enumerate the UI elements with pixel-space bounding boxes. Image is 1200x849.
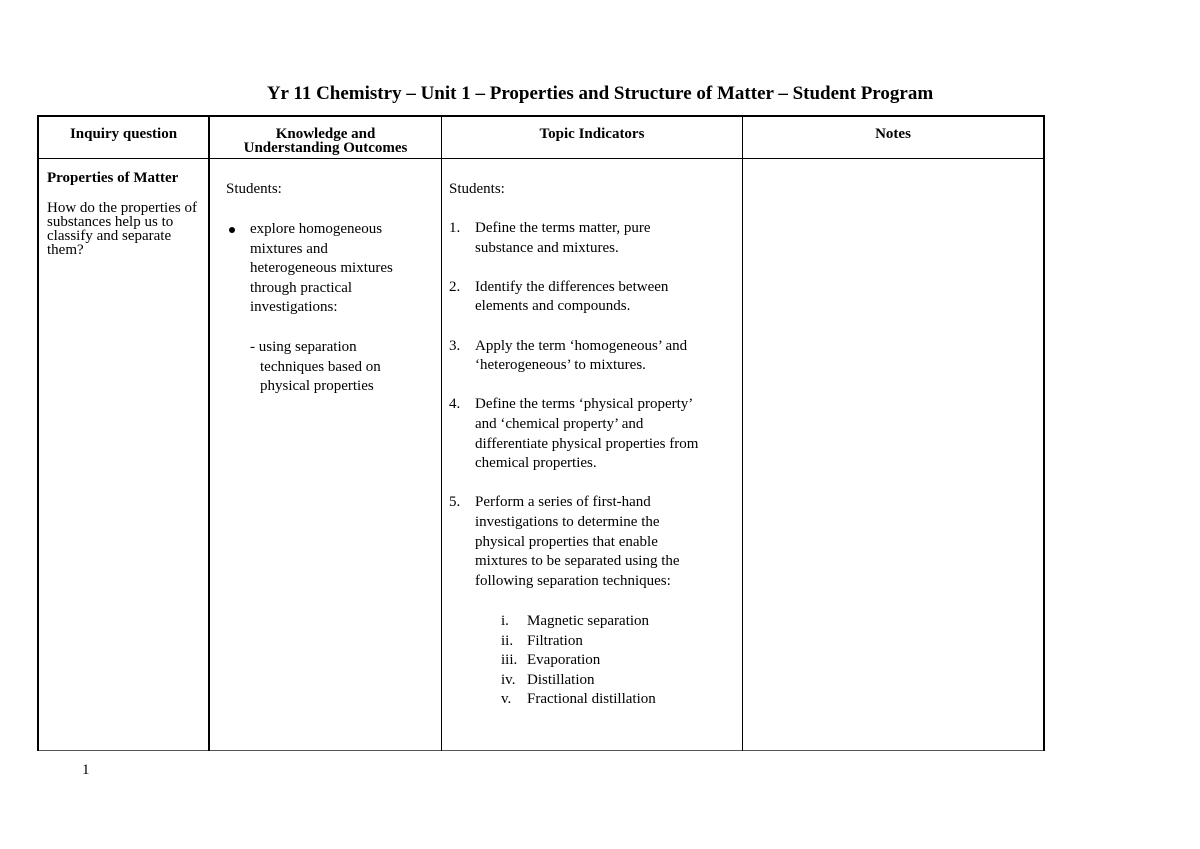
topic-item-1 bbox=[449, 219, 741, 258]
topic-item-line: mixtures to be separated using the bbox=[475, 553, 680, 570]
topic-item-line: Apply the term ‘homogeneous’ and bbox=[475, 337, 688, 354]
knowledge-bullet-item bbox=[226, 220, 438, 318]
header-divider bbox=[37, 158, 1045, 159]
topic-item-line: differentiate physical properties from bbox=[475, 435, 699, 452]
knowledge-bullet-line: through practical bbox=[250, 279, 353, 296]
inquiry-heading: Properties of Matter bbox=[47, 170, 179, 186]
topic-item-line: elements and compounds. bbox=[475, 298, 631, 315]
topic-item-number: 3. bbox=[449, 337, 461, 354]
header-inquiry-question bbox=[39, 127, 208, 141]
topic-item-line: physical properties that enable bbox=[475, 533, 658, 550]
knowledge-bullet-line: heterogeneous mixtures bbox=[250, 260, 393, 277]
technique-numeral: v. bbox=[501, 691, 512, 708]
topic-item-number: 4. bbox=[449, 396, 461, 413]
topic-item-line: following separation techniques: bbox=[475, 572, 671, 589]
header-knowledge-line2: Understanding Outcomes bbox=[243, 140, 408, 156]
topic-item-4 bbox=[449, 395, 741, 473]
topic-item-5 bbox=[449, 493, 741, 591]
separation-technique-item bbox=[501, 651, 741, 671]
header-notes bbox=[743, 127, 1043, 141]
topic-item-line: substance and mixtures. bbox=[475, 239, 619, 256]
header-knowledge bbox=[210, 127, 441, 155]
topic-intro: Students: bbox=[449, 181, 505, 197]
page-number: 1 bbox=[82, 762, 90, 778]
topic-item-number: 5. bbox=[449, 494, 461, 511]
topic-item-line: chemical properties. bbox=[475, 455, 597, 472]
technique-text: Evaporation bbox=[527, 652, 601, 669]
table-bottom-border bbox=[37, 750, 1045, 751]
knowledge-dash-item bbox=[250, 338, 440, 397]
technique-text: Distillation bbox=[527, 671, 595, 688]
table-top-border bbox=[37, 115, 1045, 117]
technique-text: Magnetic separation bbox=[527, 613, 650, 629]
topic-item-2 bbox=[449, 278, 741, 317]
col-divider-1 bbox=[208, 115, 210, 751]
page-title: Yr 11 Chemistry – Unit 1 – Properties and Structure of Matter – Student Program bbox=[266, 83, 934, 104]
topic-item-line: Identify the differences between bbox=[475, 278, 669, 295]
technique-numeral: iv. bbox=[501, 671, 516, 688]
topic-item-line: Define the terms ‘physical property’ bbox=[475, 396, 694, 413]
separation-technique-item bbox=[501, 632, 741, 652]
knowledge-dash-line: techniques based on bbox=[260, 358, 381, 375]
header-topic-indicators bbox=[442, 127, 742, 141]
technique-numeral: ii. bbox=[501, 632, 514, 649]
technique-text: Fractional distillation bbox=[527, 691, 656, 708]
topic-item-line: ‘heterogeneous’ to mixtures. bbox=[475, 357, 646, 374]
topic-item-number: 2. bbox=[449, 278, 461, 295]
topic-list bbox=[449, 219, 741, 591]
inquiry-question-text: How do the properties of substances help us to classify and separate them? bbox=[47, 200, 197, 258]
header-notes-label: Notes bbox=[875, 126, 911, 142]
header-topic-label: Topic Indicators bbox=[539, 126, 645, 142]
col-divider-2 bbox=[441, 115, 442, 751]
technique-text: Filtration bbox=[527, 632, 583, 649]
topic-item-number: 1. bbox=[449, 220, 461, 236]
technique-numeral: i. bbox=[501, 613, 509, 629]
header-inquiry-label: Inquiry question bbox=[69, 126, 178, 142]
table-right-border bbox=[1043, 115, 1045, 751]
knowledge-bullet-line: explore homogeneous bbox=[250, 221, 383, 237]
separation-technique-item bbox=[501, 612, 741, 632]
header-knowledge-line1: Knowledge and bbox=[275, 126, 376, 142]
topic-item-line: Perform a series of first-hand bbox=[475, 494, 651, 511]
technique-numeral: iii. bbox=[501, 652, 518, 669]
knowledge-intro: Students: bbox=[226, 181, 282, 197]
knowledge-bullet-line: mixtures and bbox=[250, 240, 328, 257]
knowledge-bullet-line: investigations: bbox=[250, 299, 338, 316]
col-divider-3 bbox=[742, 115, 743, 751]
separation-technique-item bbox=[501, 671, 741, 691]
bullet-dot-icon bbox=[229, 227, 235, 233]
knowledge-dash-line: physical properties bbox=[260, 378, 374, 395]
topic-item-line: investigations to determine the bbox=[475, 513, 660, 530]
topic-item-3 bbox=[449, 337, 741, 376]
topic-item-line: and ‘chemical property’ and bbox=[475, 415, 644, 432]
separation-technique-list bbox=[501, 612, 741, 710]
table-left-border bbox=[37, 115, 39, 751]
separation-technique-item bbox=[501, 690, 741, 710]
knowledge-dash-line: - using separation bbox=[250, 339, 357, 355]
topic-item-line: Define the terms matter, pure bbox=[475, 220, 651, 236]
